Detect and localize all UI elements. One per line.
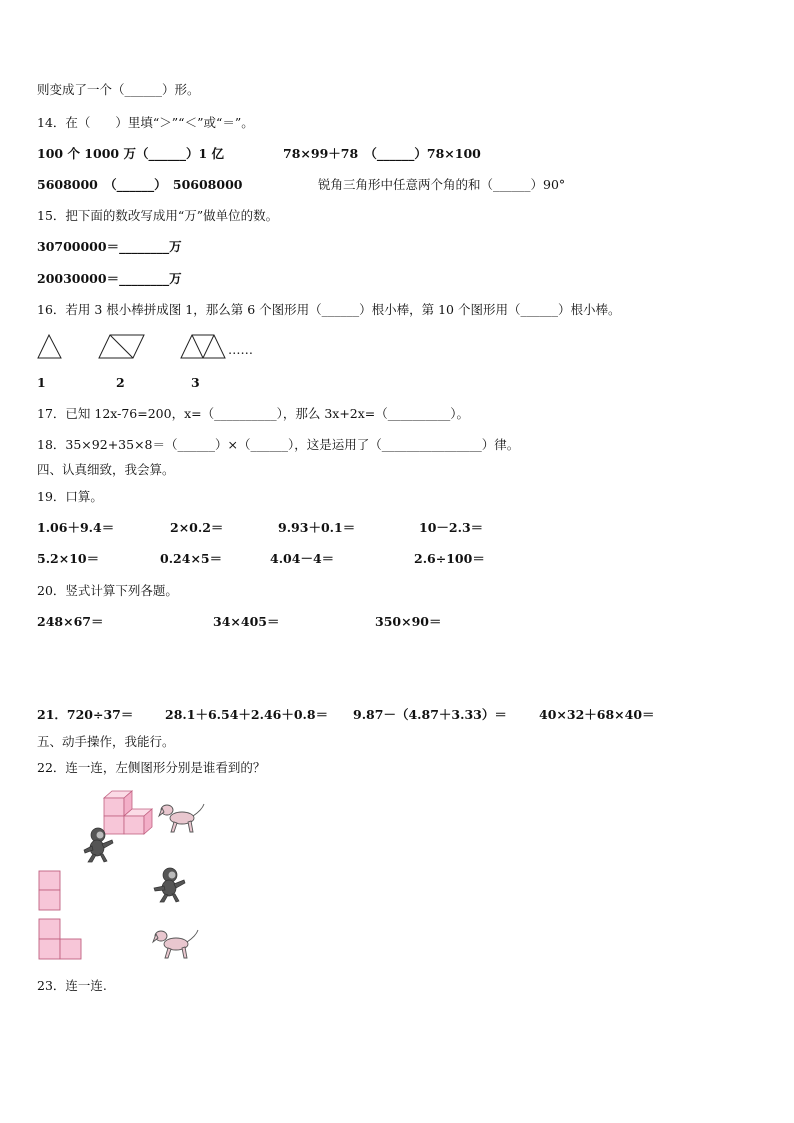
monkey-icon (150, 866, 188, 904)
question-15-title: 15．把下面的数改写成用“万”做单位的数。 (37, 208, 279, 223)
calc-4: 10－2.3＝ (419, 520, 484, 535)
triangle-figure-1 (38, 335, 61, 358)
vertical-calc-2: 34×405＝ (213, 614, 280, 629)
calc-6: 0.24×5＝ (160, 551, 223, 566)
figure-label-2: 2 (116, 375, 125, 390)
question-20-title: 20．竖式计算下列各题。 (37, 583, 178, 598)
question-21-b: 28.1＋6.54＋2.46＋0.8＝ (165, 707, 329, 722)
q14-item-4: 锐角三角形中任意两个角的和（______）90° (318, 177, 566, 192)
triangle-figure-3 (181, 335, 225, 358)
view-shape-1 (38, 870, 62, 912)
q15-item-2: 20030000＝________万 (37, 271, 182, 286)
calc-1: 1.06＋9.4＝ (37, 520, 115, 535)
calc-2: 2×0.2＝ (170, 520, 224, 535)
question-21-c: 9.87－（4.87＋3.33）＝ (353, 707, 507, 722)
q14-item-2: 78×99＋78 （______）78×100 (283, 146, 481, 161)
vertical-calc-1: 248×67＝ (37, 614, 104, 629)
dog-icon (158, 800, 208, 836)
question-21-d: 40×32＋68×40＝ (539, 707, 655, 722)
monkey-icon (78, 826, 116, 864)
triangle-figure-2 (99, 335, 144, 358)
q14-item-1: 100 个 1000 万（______）1 亿 (37, 146, 224, 161)
view-shape-2 (38, 918, 83, 962)
q14-item-3: 5608000 （______） 50608000 (37, 177, 243, 192)
calc-8: 2.6÷100＝ (414, 551, 485, 566)
calc-5: 5.2×10＝ (37, 551, 100, 566)
question-21-a: 21．720÷37＝ (37, 707, 134, 722)
question-22-title: 22．连一连，左侧图形分别是谁看到的？ (37, 760, 266, 775)
vertical-calc-3: 350×90＝ (375, 614, 442, 629)
question-14-title: 14．在（ ）里填“＞”“＜”或“＝”。 (37, 115, 254, 130)
dog-icon (152, 926, 202, 962)
question-16-title: 16．若用 3 根小棒拼成图 1，那么第 6 个图形用（______）根小棒，第 10 个图形用（______）根小棒。 (37, 302, 621, 317)
question-19-title: 19．口算。 (37, 489, 103, 504)
figure-label-3: 3 (191, 375, 200, 390)
question-18: 18．35×92+35×8＝（______）×（______），这是运用了（________________）律。 (37, 437, 520, 452)
calc-3: 9.93＋0.1＝ (278, 520, 356, 535)
figure-ellipsis: …… (228, 342, 253, 357)
section-4-heading: 四、认真细致，我会算。 (37, 462, 175, 477)
q15-item-1: 30700000＝________万 (37, 239, 182, 254)
question-17: 17．已知 12x-76=200，x=（__________），那么 3x+2x=（__________）。 (37, 406, 470, 421)
question-23-title: 23．连一连. (37, 978, 107, 993)
line-continuation: 则变成了一个（______）形。 (37, 82, 200, 97)
calc-7: 4.04－4＝ (270, 551, 335, 566)
figure-label-1: 1 (37, 375, 46, 390)
section-5-heading: 五、动手操作，我能行。 (37, 734, 175, 749)
